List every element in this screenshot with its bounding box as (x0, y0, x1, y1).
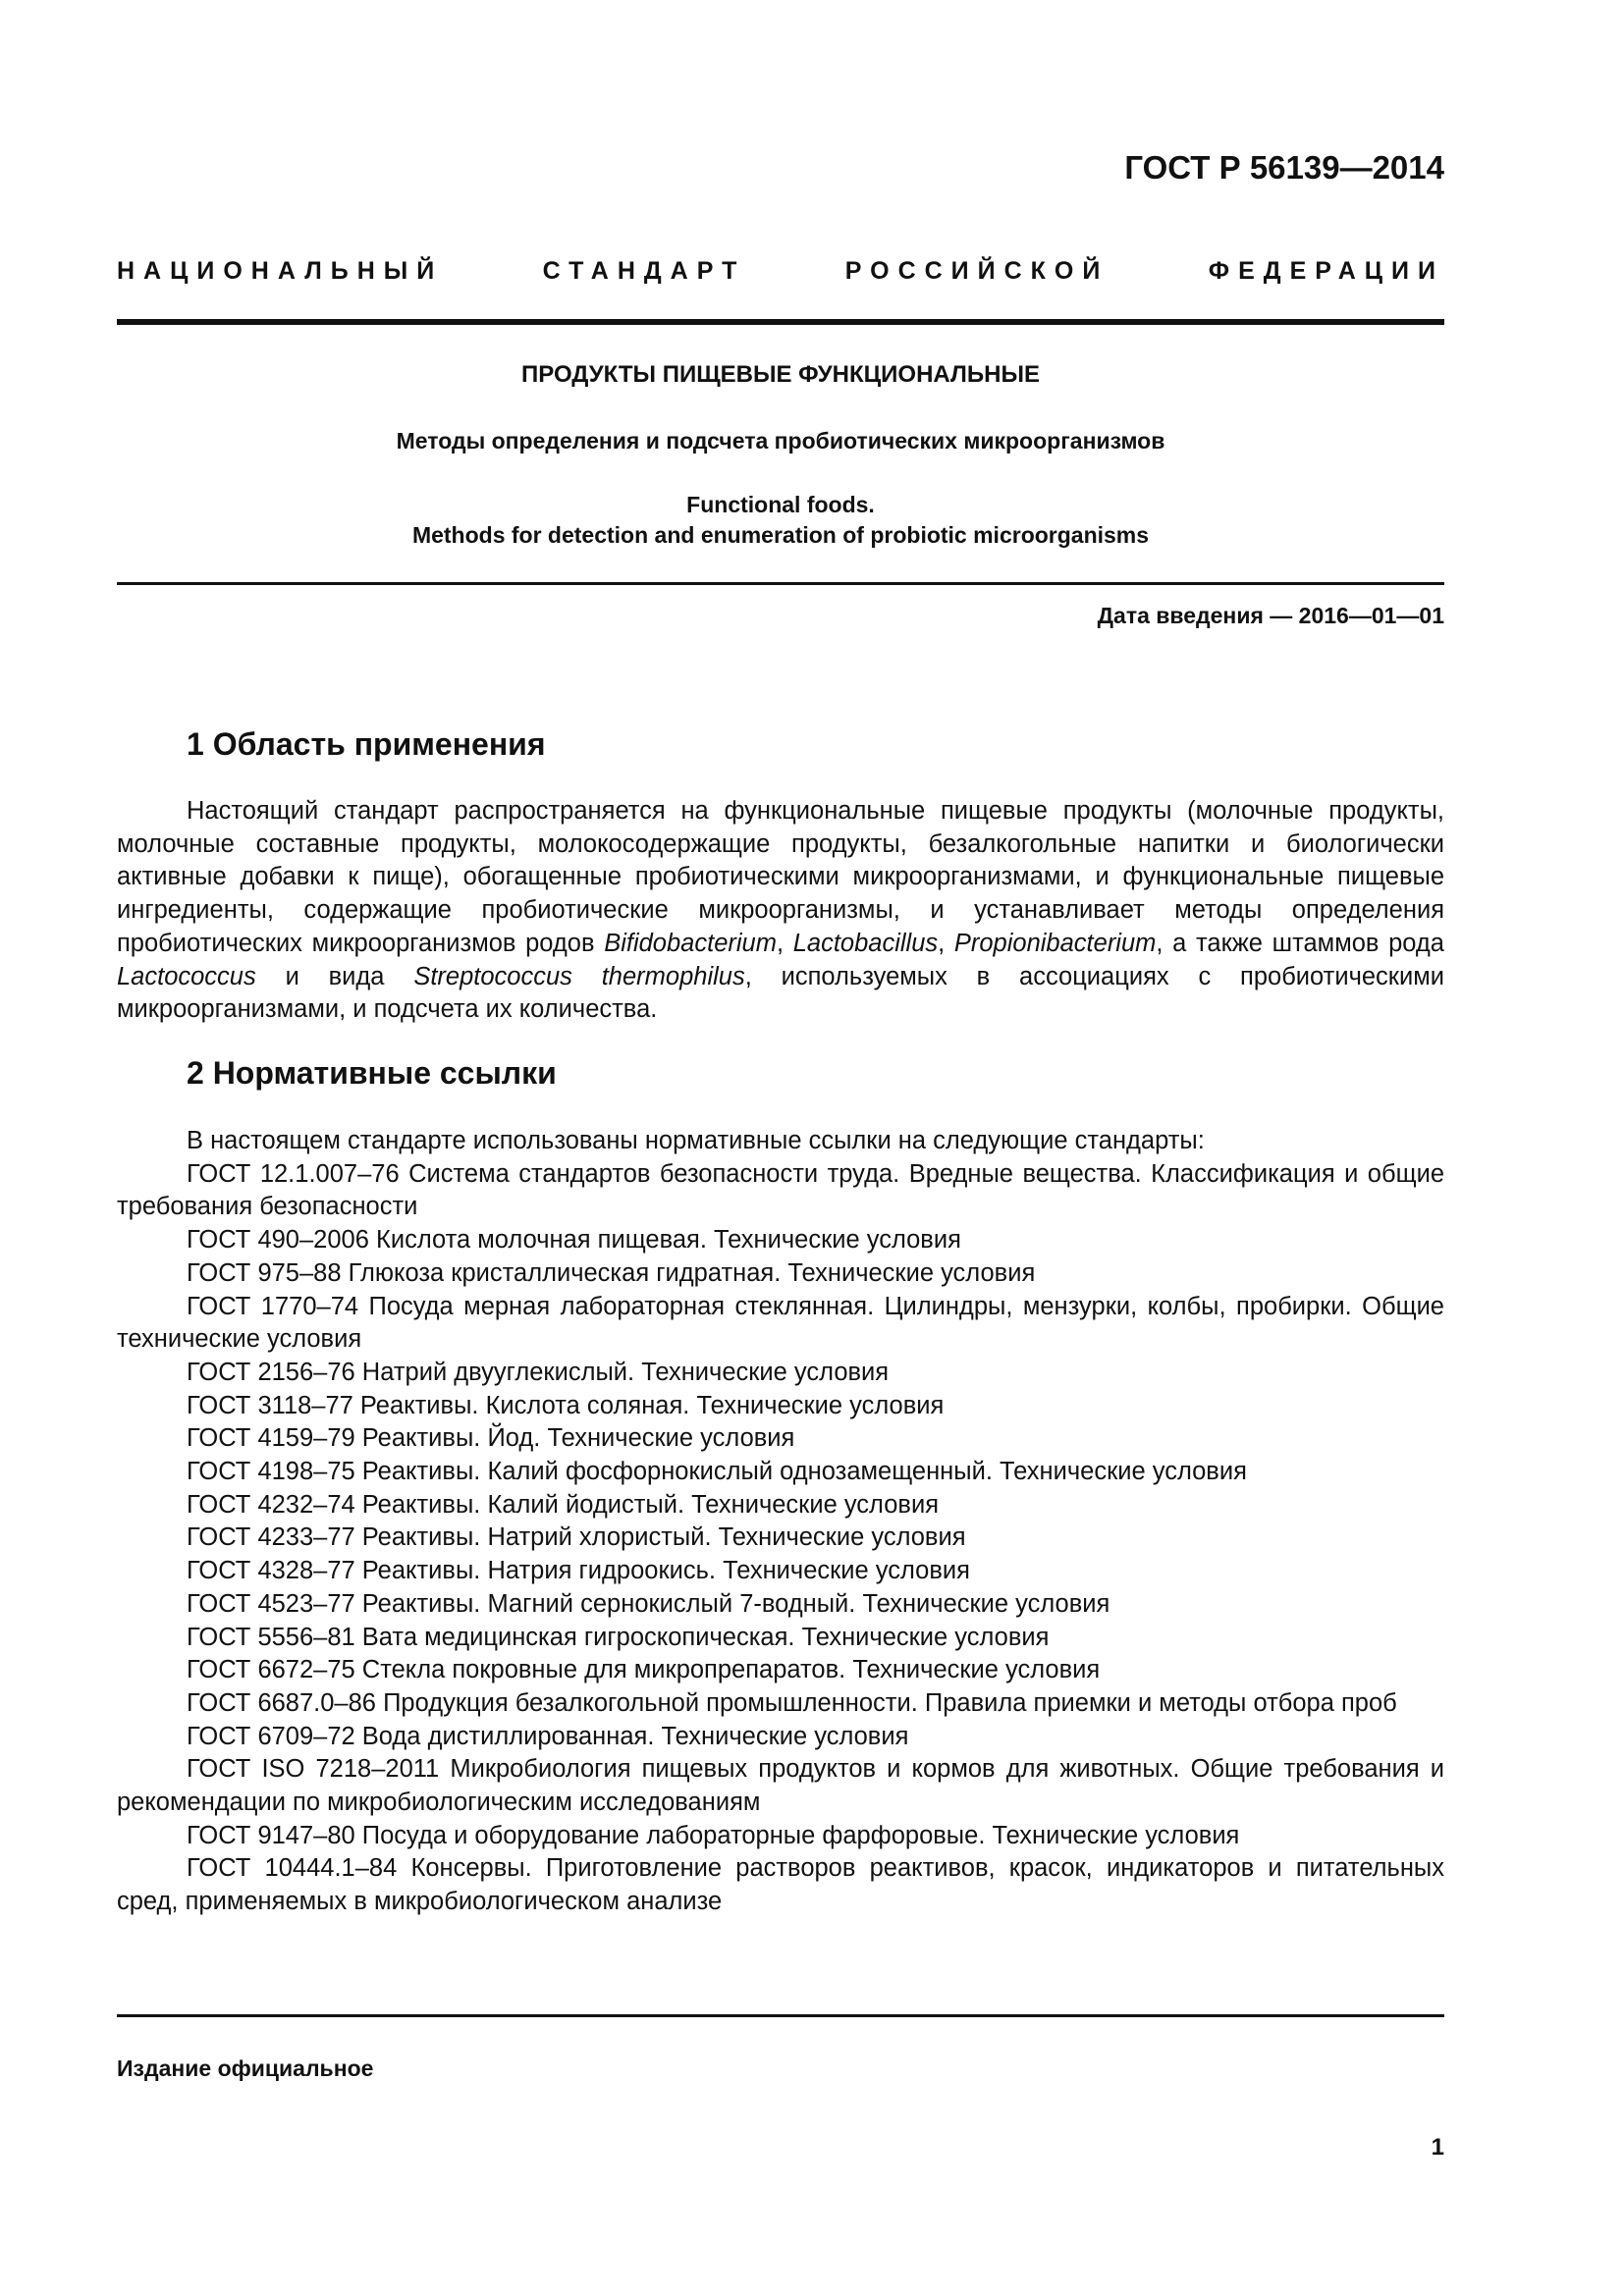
text: Настоящий стандарт распространяется на функциональные пищевые продукты (молочные продукты, молочные составные продукты, молокосодержащие продукты, безалкогольные напитки и биологически активные добавки к пище), обогащенные пробиотическими микроорганизмами, и функциональные пищевые ингредиенты, содержащие пробиотические микроорганизмы, и устанавливает методы определения пробиотических микроорганизмов родов (117, 797, 1444, 957)
genus-name: Propionibacterium (953, 929, 1157, 957)
paragraph (117, 795, 1444, 1027)
effective-date: Дата введения — 2016—01—01 (1097, 603, 1444, 628)
genus-name: Lactobacillus (792, 929, 939, 957)
reference-item: ГОСТ 6709–72 Вода дистиллированная. Технические условия (187, 1722, 909, 1750)
national-standard-title: НАЦИОНАЛЬНЫЙ СТАНДАРТ РОССИЙСКОЙ ФЕДЕРАЦИИ (117, 257, 1444, 285)
divider (117, 2014, 1444, 2017)
section-heading: 1 Область применения (187, 726, 546, 762)
text: , (938, 929, 954, 957)
text: и вида (255, 962, 414, 990)
reference-item: ГОСТ 6672–75 Стекла покровные для микропрепаратов. Технические условия (187, 1656, 1101, 1684)
section-body (117, 795, 1444, 1027)
reference-item: ГОСТ 4233–77 Реактивы. Натрий хлористый. Технические условия (187, 1523, 966, 1552)
reference-item: ГОСТ 3118–77 Реактивы. Кислота соляная. Технические условия (187, 1391, 945, 1419)
reference-item: ГОСТ 9147–80 Посуда и оборудование лабораторные фарфоровые. Технические условия (187, 1821, 1240, 1849)
document-subtitle: Методы определения и подсчета пробиотических микроорганизмов (396, 428, 1165, 454)
section-heading: 2 Нормативные ссылки (187, 1055, 557, 1091)
divider (117, 582, 1444, 585)
reference-item: ГОСТ 4159–79 Реактивы. Йод. Технические условия (187, 1424, 795, 1453)
genus-name: Lactococcus (117, 962, 256, 990)
english-title (117, 490, 1444, 551)
edition-label: Издание официальное (117, 2056, 374, 2081)
reference-item: ГОСТ 4328–77 Реактивы. Натрия гидроокись. Технические условия (187, 1557, 970, 1585)
reference-item: ГОСТ 4523–77 Реактивы. Магний сернокислый 7-водный. Технические условия (187, 1589, 1110, 1618)
reference-item: ГОСТ 2156–76 Натрий двууглекислый. Технические условия (187, 1358, 890, 1386)
english-title-line: Functional foods. (686, 492, 875, 517)
reference-item: ГОСТ 4198–75 Реактивы. Калий фосфорнокислый однозамещенный. Технические условия (187, 1458, 1247, 1486)
reference-item: ГОСТ ISO 7218–2011 Микробиология пищевых продуктов и кормов для животных. Общие требования и рекомендации по микробиологическим исследованиям (117, 1755, 1444, 1817)
standard-code: ГОСТ Р 56139—2014 (1124, 149, 1444, 186)
reference-item: ГОСТ 1770–74 Посуда мерная лабораторная стеклянная. Цилиндры, мензурки, колбы, пробирки. Общие технические условия (117, 1292, 1444, 1354)
divider (117, 319, 1444, 325)
text: , а также штаммов рода (1156, 929, 1444, 957)
paragraph: В настоящем стандарте использованы нормативные ссылки на следующие стандарты: (187, 1127, 1205, 1154)
text: , используемых в ассоциациях с пробиотическими микроорганизмами, и подсчета их количества. (117, 962, 1444, 1024)
reference-item: ГОСТ 5556–81 Вата медицинская гигроскопическая. Технические условия (187, 1623, 1050, 1651)
reference-item: ГОСТ 4232–74 Реактивы. Калий йодистый. Технические условия (187, 1490, 939, 1519)
genus-name: Bifidobacterium (604, 929, 777, 957)
reference-item: ГОСТ 12.1.007–76 Система стандартов безопасности труда. Вредные вещества. Классификация и общие требования безопасности (117, 1159, 1444, 1221)
document-title: ПРОДУКТЫ ПИЩЕВЫЕ ФУНКЦИОНАЛЬНЫЕ (521, 361, 1040, 388)
english-title-line: Methods for detection and enumeration of probiotic microorganisms (411, 522, 1150, 548)
reference-item: ГОСТ 6687.0–86 Продукция безалкогольной промышленности. Правила приемки и методы отбора проб (187, 1688, 1397, 1717)
reference-item: ГОСТ 975–88 Глюкоза кристаллическая гидратная. Технические условия (187, 1258, 1036, 1287)
reference-item: ГОСТ 10444.1–84 Консервы. Приготовление растворов реактивов, красок, индикаторов и питательных сред, применяемых в микробиологическом анализе (117, 1854, 1444, 1916)
text: , (776, 929, 793, 957)
species-name: Streptococcus thermophilus (413, 962, 745, 990)
references-list (117, 1125, 1444, 1919)
page-number: 1 (1431, 2134, 1444, 2161)
reference-item: ГОСТ 490–2006 Кислота молочная пищевая. Технические условия (187, 1226, 961, 1255)
